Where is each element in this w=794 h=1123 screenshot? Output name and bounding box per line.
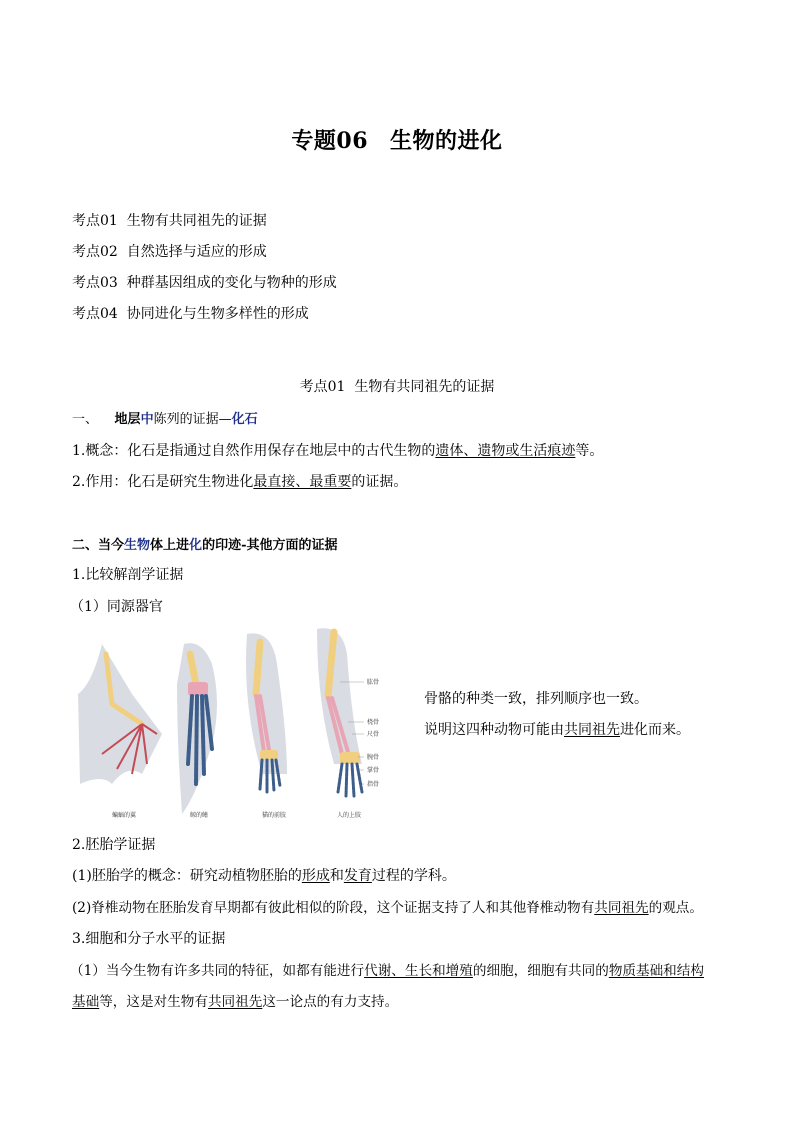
- cat-forelimb-illustration: [246, 633, 287, 792]
- label-carpal: 腕骨: [367, 754, 380, 761]
- embryo-concept: (1)胚胎学的概念：研究动植物胚胎的形成和发育过程的学科。: [72, 868, 456, 884]
- label-phalanges: 指骨: [367, 781, 380, 788]
- toc-item-2[interactable]: 考点02 自然选择与适应的形成: [72, 244, 267, 260]
- homologous-heading: （1）同源器官: [70, 599, 163, 615]
- figure-note-1: 骨骼的种类一致，排列顺序也一致。: [424, 691, 648, 707]
- cell-heading: 3.细胞和分子水平的证据: [72, 931, 226, 947]
- caption-human: 人的上肢: [337, 812, 362, 819]
- section-heading: 考点01 生物有共同祖先的证据: [299, 379, 495, 395]
- page-title: 专题06 生物的进化: [291, 128, 503, 154]
- figure-note-2: 说明这四种动物可能由共同祖先进化而来。: [424, 722, 690, 738]
- cell-evidence-cont: 基础等，这是对生物有共同祖先这一论点的有力支持。: [72, 994, 399, 1010]
- label-metacarpal: 掌骨: [367, 767, 380, 774]
- toc-item-3[interactable]: 考点03 种群基因组成的变化与物种的形成: [72, 275, 337, 291]
- cell-evidence: （1）当今生物有许多共同的特征，如都有能进行代谢、生长和增殖的细胞，细胞有共同的物质基础和结构: [70, 963, 704, 979]
- part1-heading: 一、 地层中陈列的证据—化石: [72, 412, 258, 427]
- caption-cat: 猫的前肢: [262, 812, 287, 819]
- caption-whale: 鲸的鳍: [190, 812, 209, 819]
- anatomy-heading: 1.比较解剖学证据: [72, 567, 184, 583]
- embryo-evidence: (2)脊椎动物在胚胎发育早期都有彼此相似的阶段，这个证据支持了人和其他脊椎动物有共同祖先的观点。: [72, 900, 703, 916]
- concept-text: 1.概念：化石是指通过自然作用保存在地层中的古代生物的遗体、遗物或生活痕迹等。: [72, 443, 604, 459]
- human-arm-illustration: [317, 628, 379, 796]
- bat-wing-illustration: [78, 644, 162, 784]
- label-ulna: 尺骨: [367, 731, 380, 738]
- embryo-heading: 2.胚胎学证据: [72, 837, 156, 853]
- role-text: 2.作用：化石是研究生物进化最直接、最重要的证据。: [72, 474, 408, 490]
- part2-heading: 二、当今生物体上进化的印迹-其他方面的证据: [72, 538, 338, 553]
- toc-item-1[interactable]: 考点01 生物有共同祖先的证据: [72, 213, 267, 229]
- caption-bat: 蝙蝠的翼: [112, 812, 137, 819]
- label-radius: 桡骨: [367, 719, 380, 726]
- label-humerus: 肱骨: [367, 679, 380, 686]
- homologous-organs-figure: [72, 624, 412, 824]
- whale-flipper-illustration: [177, 643, 217, 814]
- toc-item-4[interactable]: 考点04 协同进化与生物多样性的形成: [72, 306, 309, 322]
